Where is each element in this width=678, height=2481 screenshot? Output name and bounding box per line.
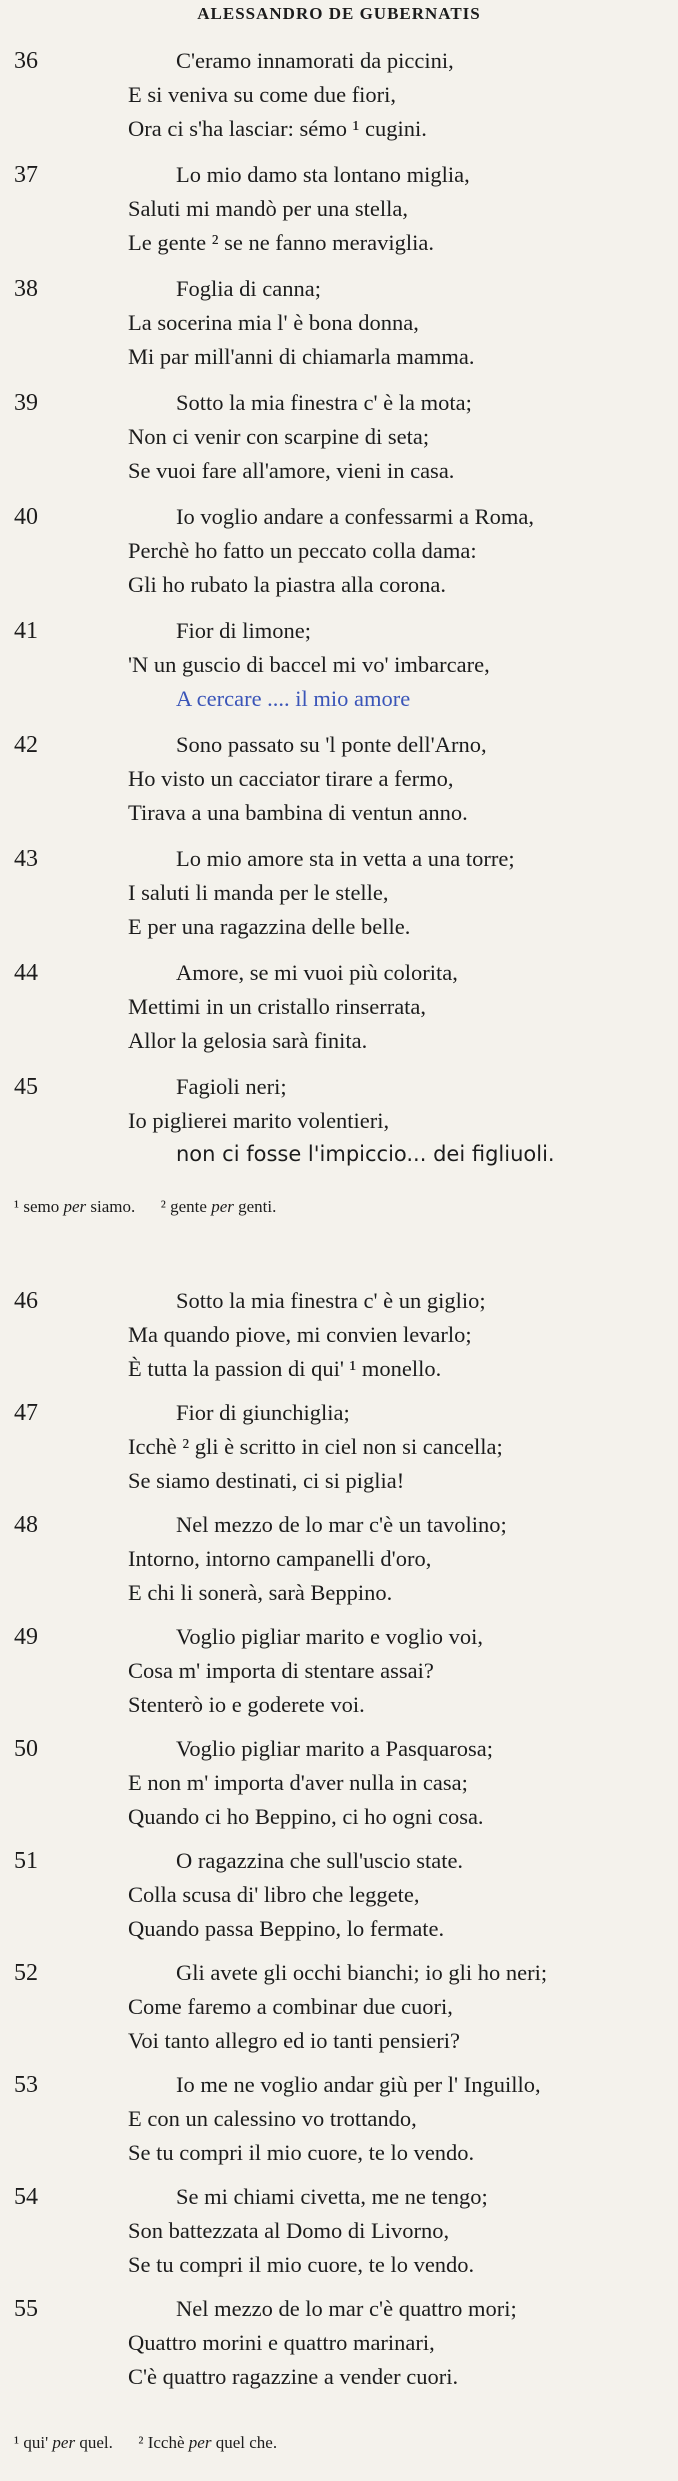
footnote-marker: ² [138, 2433, 144, 2452]
stanza-number: 36 [14, 48, 38, 74]
verse-line: Gli ho rubato la piastra alla corona. [128, 572, 447, 597]
verse-line: I saluti li manda per le stelle, [128, 880, 389, 905]
verse-line: Icchè ² gli è scritto in ciel non si cancella; [128, 1434, 503, 1459]
verse-line: Cosa m' importa di stentare assai? [128, 1658, 434, 1683]
stanza-number: 47 [14, 1400, 38, 1426]
stanza-number: 46 [14, 1288, 38, 1314]
verse-line: E non m' importa d'aver nulla in casa; [128, 1770, 468, 1795]
footnote-per: per [188, 2433, 212, 2452]
verse-line: Amore, se mi vuoi più colorita, [176, 960, 458, 985]
verse-line: non ci fosse l'impiccio... dei figliuoli. [176, 1142, 555, 1166]
verse-line: Come faremo a combinar due cuori, [128, 1994, 453, 2019]
stanza-number: 37 [14, 162, 38, 188]
footnote-marker: ¹ [14, 1197, 20, 1216]
verse-line: Ma quando piove, mi convien levarlo; [128, 1322, 472, 1347]
verse-line: C'è quattro ragazzine a vender cuori. [128, 2364, 459, 2389]
verse-line: Io piglierei marito volentieri, [128, 1108, 390, 1133]
footnote-target: quel che. [215, 2433, 278, 2452]
verse-line: Perchè ho fatto un peccato colla dama: [128, 538, 477, 563]
verse-line: Io voglio andare a confessarmi a Roma, [176, 504, 535, 529]
verse-line: È tutta la passion di qui' ¹ monello. [128, 1356, 442, 1381]
running-header: ALESSANDRO DE GUBERNATIS [197, 4, 481, 23]
verse-line: Fior di giunchiglia; [176, 1400, 350, 1425]
verse-line: Io me ne voglio andar giù per l' Inguillo, [176, 2072, 541, 2097]
verse-line: Le gente ² se ne fanno meraviglia. [128, 230, 434, 255]
stanza-number: 50 [14, 1736, 38, 1762]
verse-line: Nel mezzo de lo mar c'è un tavolino; [176, 1512, 507, 1537]
verse-line: Se mi chiami civetta, me ne tengo; [176, 2184, 488, 2209]
footnote-marker: ¹ [14, 2433, 20, 2452]
verse-line: Intorno, intorno campanelli d'oro, [128, 1546, 432, 1571]
verse-line: Voglio pigliar marito e voglio voi, [176, 1624, 484, 1649]
verse-line: Tirava a una bambina di ventun anno. [128, 800, 468, 825]
stanza-number: 38 [14, 276, 38, 302]
verse-line: Non ci venir con scarpine di seta; [128, 424, 430, 449]
footnote-target: quel. [79, 2433, 113, 2452]
verse-line: Sono passato su 'l ponte dell'Arno, [176, 732, 487, 757]
verse-line: Se vuoi fare all'amore, vieni in casa. [128, 458, 455, 483]
stanza-number: 42 [14, 732, 38, 758]
verse-line: Se tu compri il mio cuore, te lo vendo. [128, 2252, 475, 2277]
verse-line: E per una ragazzina delle belle. [128, 914, 411, 939]
footnote-word: Icchè [147, 2433, 185, 2452]
verse-line: Allor la gelosia sarà finita. [128, 1028, 368, 1053]
verse-line: Quando ci ho Beppino, ci ho ogni cosa. [128, 1804, 484, 1829]
verse-line: E si veniva su come due fiori, [128, 82, 397, 107]
stanza-number: 41 [14, 618, 38, 644]
verse-line: Se tu compri il mio cuore, te lo vendo. [128, 2140, 475, 2165]
stanza-number: 45 [14, 1074, 38, 1100]
footnote-block-two [14, 2433, 277, 2453]
verse-line: A cercare .... il mio amore [176, 686, 411, 711]
verse-line: C'eramo innamorati da piccini, [176, 48, 454, 73]
stanza-number: 55 [14, 2296, 38, 2322]
stanza-number: 49 [14, 1624, 38, 1650]
stanza-number: 52 [14, 1960, 38, 1986]
verse-line: Voglio pigliar marito a Pasquarosa; [176, 1736, 494, 1761]
verse-line: Sotto la mia finestra c' è la mota; [176, 390, 472, 415]
verse-line: E con un calessino vo trottando, [128, 2106, 417, 2131]
stanza-number: 43 [14, 846, 38, 872]
stanza-number: 44 [14, 960, 38, 986]
footnote-word: gente [170, 1197, 207, 1216]
verse-line: Stenterò io e goderete voi. [128, 1692, 365, 1717]
verse-line: Lo mio damo sta lontano miglia, [176, 162, 470, 187]
verse-line: Gli avete gli occhi bianchi; io gli ho neri; [176, 1960, 548, 1985]
footnote-target: genti. [238, 1197, 277, 1216]
stanza-number: 48 [14, 1512, 38, 1538]
verse-line: Mi par mill'anni di chiamarla mamma. [128, 344, 475, 369]
verse-line: Fior di limone; [176, 618, 311, 643]
footnote-per: per [63, 1197, 87, 1216]
verse-line: Colla scusa di' libro che leggete, [128, 1882, 420, 1907]
verse-line: Foglia di canna; [176, 276, 321, 301]
verse-line: Fagioli neri; [176, 1074, 287, 1099]
verse-line: Sotto la mia finestra c' è un giglio; [176, 1288, 486, 1313]
footnote-per: per [211, 1197, 234, 1216]
footnote-word: semo [23, 1197, 60, 1216]
verse-line: Ora ci s'ha lasciar: sémo ¹ cugini. [128, 116, 427, 141]
verse-line: Son battezzata al Domo di Livorno, [128, 2218, 450, 2243]
verse-line: Nel mezzo de lo mar c'è quattro mori; [176, 2296, 517, 2321]
stanza-number: 40 [14, 504, 38, 530]
footnote-marker: ² [160, 1197, 166, 1216]
verse-line: Quattro morini e quattro marinari, [128, 2330, 435, 2355]
stanza-number: 53 [14, 2072, 38, 2098]
verse-line: E chi li sonerà, sarà Beppino. [128, 1580, 393, 1605]
verse-line: Saluti mi mandò per una stella, [128, 196, 408, 221]
verse-line: Mettimi in un cristallo rinserrata, [128, 994, 427, 1019]
verse-line: Se siamo destinati, ci si piglia! [128, 1468, 405, 1493]
verse-line: Lo mio amore sta in vetta a una torre; [176, 846, 515, 871]
stanza-number: 39 [14, 390, 38, 416]
footnote-word: qui' [23, 2433, 49, 2452]
verse-line: Voi tanto allegro ed io tanti pensieri? [128, 2028, 460, 2053]
footnote-target: siamo. [90, 1197, 136, 1216]
stanza-number: 54 [14, 2184, 38, 2210]
verse-line: Quando passa Beppino, lo fermate. [128, 1916, 445, 1941]
verse-line: O ragazzina che sull'uscio state. [176, 1848, 464, 1873]
verse-line: Ho visto un cacciator tirare a fermo, [128, 766, 454, 791]
verse-line: 'N un guscio di baccel mi vo' imbarcare, [128, 652, 490, 677]
stanza-number: 51 [14, 1848, 38, 1874]
footnote-per: per [52, 2433, 76, 2452]
verse-line: La socerina mia l' è bona donna, [128, 310, 419, 335]
footnote-block-one [14, 1197, 276, 1217]
